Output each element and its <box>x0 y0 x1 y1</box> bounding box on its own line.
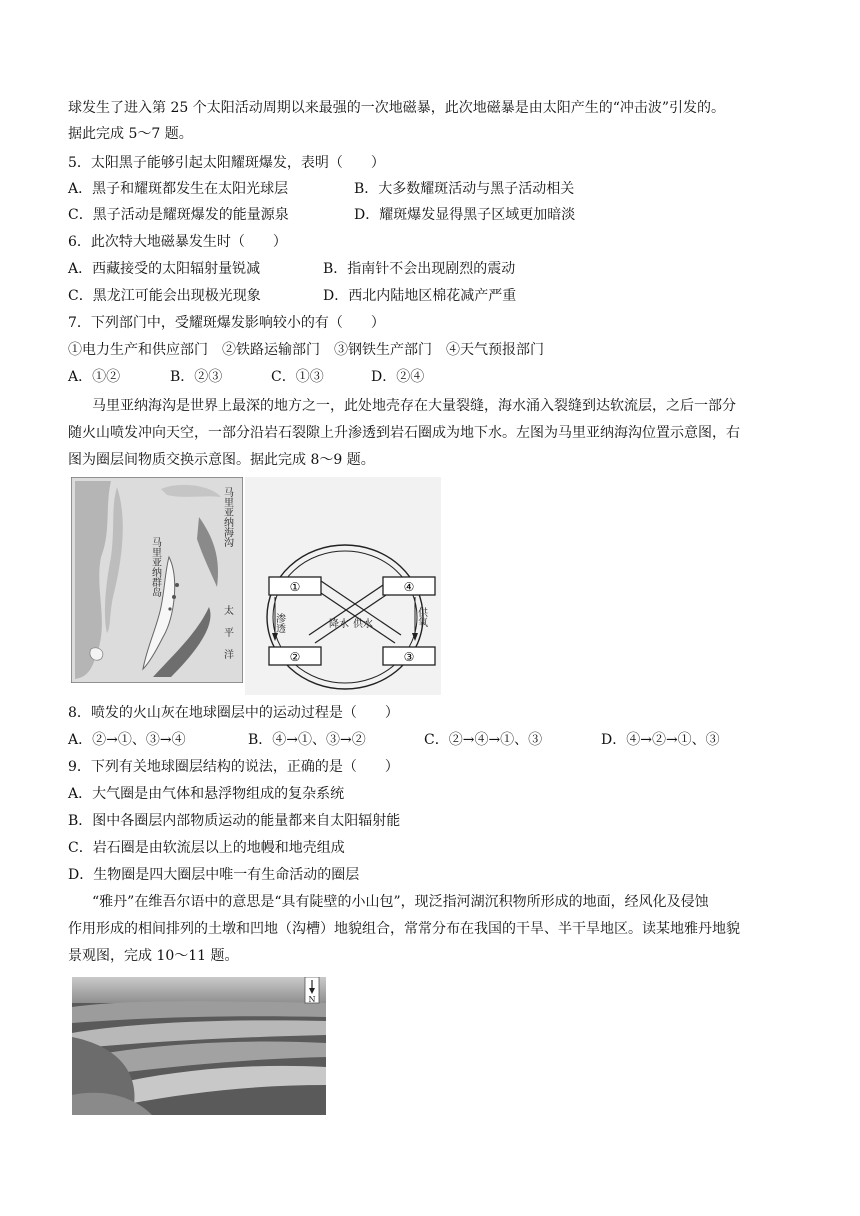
cycle-box-4 <box>383 577 435 595</box>
passage2-line-2: 随火山喷发冲向天空，一部分沿岩石裂隙上升渗透到岩石圈成为地下水。左图为马里亚纳海沟位置示意图，右 <box>68 425 740 441</box>
q5-option-d: D．耀斑爆发显得黑子区域更加暗淡 <box>354 207 576 223</box>
intro-line-1: 球发生了进入第 25 个太阳活动周期以来最强的一次地磁暴，此次地磁暴是由太阳产生的“冲击波”引发的。 <box>68 100 726 116</box>
cycle-box-1-label: ① <box>289 580 301 594</box>
cycle-box-2 <box>269 647 321 665</box>
passage2-line-1: 马里亚纳海沟是世界上最深的地方之一，此处地壳存在大量裂缝，海水涌入裂缝到达软流层，之后一部分 <box>92 398 736 414</box>
q7-items: ①电力生产和供应部门 ②铁路运输部门 ③钢铁生产部门 ④天气预报部门 <box>68 342 544 358</box>
q9-option-a: A．大气圈是由气体和悬浮物组成的复杂系统 <box>68 786 345 802</box>
cycle-label-supply-oxygen: 供氧 <box>415 607 427 627</box>
mariana-map-image <box>71 477 243 683</box>
q6-option-a: A．西藏接受的太阳辐射量锐减 <box>68 261 261 277</box>
q5-option-b: B．大多数耀斑活动与黑子活动相关 <box>354 181 575 197</box>
cycle-box-3-label: ③ <box>403 650 415 664</box>
passage3-line-2: 作用形成的相间排列的土墩和凹地（沟槽）地貌组合，常常分布在我国的干旱、半干旱地区。读某地雅丹地貌 <box>68 921 740 937</box>
q7-option-d: D．②④ <box>371 369 425 385</box>
q6-option-d: D．西北内陆地区棉花减产严重 <box>323 288 517 304</box>
q5-stem: 5．太阳黑子能够引起太阳耀斑爆发，表明（ ） <box>68 155 385 171</box>
q6-option-b: B．指南针不会出现剧烈的震动 <box>323 261 516 277</box>
sphere-exchange-figure <box>245 477 441 695</box>
q8-option-b: B．④→①、③→② <box>248 732 366 748</box>
q5-option-c: C．黑子活动是耀斑爆发的能量源泉 <box>68 207 289 223</box>
map-islands-label: 马里亚纳群岛 <box>149 537 161 597</box>
q7-stem: 7．下列部门中，受耀斑爆发影响较小的有（ ） <box>68 315 385 331</box>
q7-option-a: A．①② <box>68 369 121 385</box>
q8-option-c: C．②→④→①、③ <box>424 732 543 748</box>
q8-option-a: A．②→①、③→④ <box>68 732 186 748</box>
north-label: N <box>308 995 316 1004</box>
sphere-exchange-diagram <box>245 477 441 695</box>
yardang-landscape-photo <box>72 977 326 1115</box>
q9-option-d: D．生物圈是四大圈层中唯一有生命活动的圈层 <box>68 867 360 883</box>
cycle-box-3 <box>383 647 435 665</box>
q9-option-b: B．图中各圈层内部物质运动的能量都来自太阳辐射能 <box>68 813 401 829</box>
intro-line-2: 据此完成 5～7 题。 <box>68 126 193 142</box>
map-trench-label: 马里亚纳海沟 <box>221 487 233 547</box>
cycle-box-4-label: ④ <box>403 580 415 594</box>
yardang-photo-figure <box>72 977 326 1115</box>
q5-option-a: A．黑子和耀斑都发生在太阳光球层 <box>68 181 289 197</box>
cycle-label-supply-water: 供水 <box>353 619 373 630</box>
q8-stem: 8．喷发的火山灰在地球圈层中的运动过程是（ ） <box>68 705 399 721</box>
passage3-line-3: 景观图，完成 10～11 题。 <box>68 948 239 964</box>
cycle-label-rain: 降水 <box>329 619 349 630</box>
q9-option-c: C．岩石圈是由软流层以上的地幔和地壳组成 <box>68 840 345 856</box>
map-ocean-label: 太平洋 <box>221 605 233 671</box>
cycle-box-1 <box>269 577 321 595</box>
q7-option-b: B．②③ <box>170 369 223 385</box>
q8-option-d: D．④→②→①、③ <box>601 732 720 748</box>
mariana-map-figure <box>71 477 243 683</box>
cycle-box-2-label: ② <box>289 650 301 664</box>
q6-stem: 6．此次特大地磁暴发生时（ ） <box>68 234 287 250</box>
passage3-line-1: “雅丹”在维吾尔语中的意思是“具有陡壁的小山包”，现泛指河湖沉积物所形成的地面，经风化及侵蚀 <box>92 894 709 910</box>
cycle-label-seep: 渗透 <box>273 613 285 633</box>
q6-option-c: C．黑龙江可能会出现极光现象 <box>68 288 261 304</box>
passage2-line-3: 图为圈层间物质交换示意图。据此完成 8～9 题。 <box>68 452 375 468</box>
q9-stem: 9．下列有关地球圈层结构的说法，正确的是（ ） <box>68 759 399 775</box>
q7-option-c: C．①③ <box>271 369 324 385</box>
